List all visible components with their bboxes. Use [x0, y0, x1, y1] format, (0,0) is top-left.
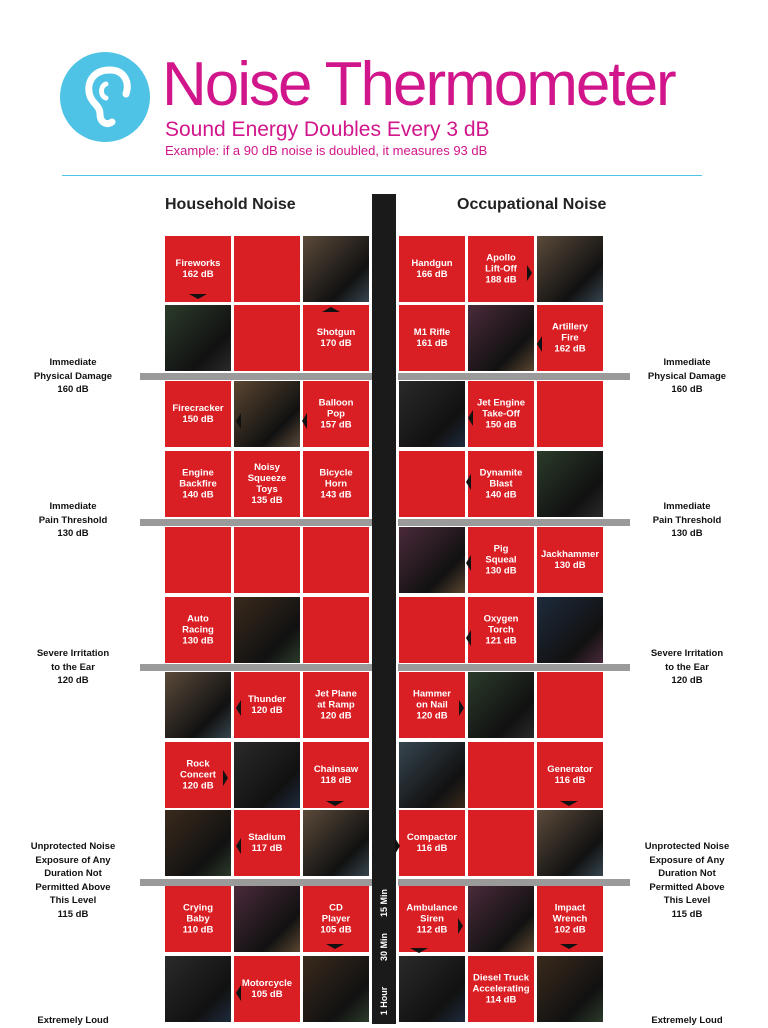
threshold-label: Unprotected Noise Exposure of Any Duration Not Permitted Above This Level 115 dB — [30, 841, 116, 920]
occupational-noise-cell — [537, 527, 603, 593]
pointer-arrow-icon — [236, 838, 241, 854]
noise-label: Bicycle Horn 143 dB — [319, 467, 353, 501]
page-title: Noise Thermometer — [162, 50, 675, 119]
noise-label: Stadium 117 dB — [248, 832, 286, 854]
threshold-line — [398, 664, 630, 671]
household-noise-cell — [165, 597, 231, 663]
ear-logo-icon — [60, 52, 150, 142]
truck-icon — [468, 886, 534, 952]
household-noise-cell — [303, 742, 369, 808]
threshold-line — [398, 879, 630, 886]
pointer-arrow-icon — [537, 336, 542, 352]
pointer-arrow-icon — [560, 944, 578, 949]
threshold-label: Severe Irritation to the Ear 120 dB — [36, 648, 110, 686]
pointer-arrow-icon — [458, 918, 463, 934]
light-streak-icon — [468, 672, 534, 738]
noise-label: Firecracker 150 dB — [172, 403, 224, 425]
noise-label: Ambulance Siren 112 dB — [406, 902, 458, 936]
household-noise-cell — [234, 305, 300, 371]
pointer-arrow-icon — [466, 555, 471, 571]
noise-label: Jackhammer 130 dB — [540, 549, 600, 571]
threshold-label: Immediate Physical Damage 160 dB — [33, 357, 113, 395]
household-noise-cell — [303, 527, 369, 593]
pointer-arrow-icon — [236, 700, 241, 716]
threshold-label: Immediate Physical Damage 160 dB — [647, 357, 727, 395]
noise-label: Thunder 120 dB — [248, 694, 286, 716]
fireworks-icon — [165, 305, 231, 371]
occupational-noise-cell — [468, 956, 534, 1022]
race-track-icon — [234, 597, 300, 663]
threshold-label: Unprotected Noise Exposure of Any Duration Not Permitted Above This Level 115 dB — [644, 841, 730, 920]
occupational-noise-cell — [399, 451, 465, 517]
stadium-crowd-icon — [165, 810, 231, 876]
pointer-arrow-icon — [302, 413, 307, 429]
noise-label: Jet Plane at Ramp 120 dB — [315, 688, 357, 722]
motorcycle-icon — [165, 956, 231, 1022]
threshold-label: Immediate Pain Threshold 130 dB — [38, 501, 108, 539]
concert-icon — [234, 742, 300, 808]
duration-label: 1 Hour — [379, 986, 389, 1016]
shotgun-shooter-icon — [303, 236, 369, 302]
duration-label: 30 Min — [379, 933, 389, 962]
household-noise-cell — [234, 236, 300, 302]
pointer-arrow-icon — [468, 410, 473, 426]
household-noise-cell — [303, 597, 369, 663]
header-divider — [62, 175, 702, 176]
occupational-noise-cell — [399, 305, 465, 371]
household-noise-cell — [303, 672, 369, 738]
occupational-noise-cell — [468, 597, 534, 663]
threshold-label: Extremely Loud — [651, 1015, 723, 1026]
welder-icon — [537, 597, 603, 663]
pointer-arrow-icon — [459, 700, 464, 716]
household-noise-cell — [234, 451, 300, 517]
pointer-arrow-icon — [326, 801, 344, 806]
pointer-arrow-icon — [326, 944, 344, 949]
pointer-arrow-icon — [395, 838, 400, 854]
noise-label: Dynamite Blast 140 dB — [479, 467, 523, 501]
threshold-line — [140, 373, 372, 380]
noise-label: Apollo Lift-Off 188 dB — [485, 252, 517, 286]
noise-label: CD Player 105 dB — [320, 902, 352, 936]
pointer-arrow-icon — [236, 985, 241, 1001]
occupational-noise-cell — [537, 742, 603, 808]
threshold-line — [140, 664, 372, 671]
noise-label: Pig Squeal 130 dB — [485, 543, 517, 577]
noise-label: Compactor 116 dB — [406, 832, 458, 854]
duration-label: 15 Min — [379, 889, 389, 918]
household-noise-cell — [303, 381, 369, 447]
noise-label: Hammer on Nail 120 dB — [412, 688, 452, 722]
compactor-machine-icon — [399, 742, 465, 808]
pointer-arrow-icon — [527, 265, 532, 281]
baby-mouth-icon — [234, 886, 300, 952]
lightning-icon — [165, 672, 231, 738]
pointer-arrow-icon — [223, 770, 228, 786]
jet-plane-icon — [399, 381, 465, 447]
example-text: Example: if a 90 dB noise is doubled, it measures 93 dB — [165, 143, 488, 158]
pointer-arrow-icon — [410, 948, 428, 953]
dynamite-icon — [537, 451, 603, 517]
occupational-noise-cell — [468, 381, 534, 447]
pointer-arrow-icon — [236, 413, 241, 429]
threshold-line — [140, 519, 372, 526]
noise-label: M1 Rifle 161 dB — [413, 327, 451, 349]
headphones-icon — [303, 956, 369, 1022]
occupational-noise-cell — [399, 597, 465, 663]
household-noise-cell — [165, 236, 231, 302]
household-noise-cell — [165, 742, 231, 808]
occupational-noise-cell — [537, 305, 603, 371]
household-noise-cell — [303, 886, 369, 952]
household-noise-cell — [165, 527, 231, 593]
pointer-arrow-icon — [322, 307, 340, 312]
noise-label: Diesel Truck Accelerating 114 dB — [472, 972, 530, 1006]
occupational-noise-cell — [537, 381, 603, 447]
noise-label: Jet Engine Take-Off 150 dB — [476, 397, 526, 431]
household-noise-cell — [234, 810, 300, 876]
noise-label: Engine Backfire 140 dB — [179, 467, 217, 501]
occupational-noise-cell — [399, 810, 465, 876]
noise-label: Artillery Fire 162 dB — [552, 321, 588, 355]
threshold-line — [398, 519, 630, 526]
noise-label: Chainsaw 118 dB — [313, 764, 359, 786]
soldiers-icon — [468, 305, 534, 371]
noise-label: Impact Wrench 102 dB — [552, 902, 588, 936]
threshold-line — [398, 373, 630, 380]
pointer-arrow-icon — [560, 801, 578, 806]
rocket-icon — [537, 236, 603, 302]
threshold-label: Immediate Pain Threshold 130 dB — [652, 501, 722, 539]
threshold-label: Severe Irritation to the Ear 120 dB — [650, 648, 724, 686]
occupational-noise-cell — [399, 672, 465, 738]
occupational-noise-cell — [468, 236, 534, 302]
noise-label: Auto Racing 130 dB — [182, 613, 214, 647]
occupational-noise-cell — [468, 527, 534, 593]
noise-label: Noisy Squeeze Toys 135 dB — [247, 462, 287, 506]
noise-label: Rock Concert 120 dB — [180, 758, 216, 792]
balloons-icon — [234, 381, 300, 447]
occupational-noise-cell — [537, 672, 603, 738]
threshold-line — [140, 879, 372, 886]
household-heading: Household Noise — [165, 196, 296, 213]
occupational-noise-cell — [399, 886, 465, 952]
noise-label: Handgun 166 dB — [411, 258, 453, 280]
occupational-noise-cell — [468, 742, 534, 808]
pointer-arrow-icon — [189, 294, 207, 299]
threshold-label: Extremely Loud — [37, 1015, 109, 1026]
household-noise-cell — [165, 451, 231, 517]
noise-label: Generator 116 dB — [547, 764, 593, 786]
gear-wrench-icon — [537, 956, 603, 1022]
chainsaw-icon — [303, 810, 369, 876]
pointer-arrow-icon — [466, 474, 471, 490]
noise-label: Balloon Pop 157 dB — [318, 397, 354, 431]
household-noise-cell — [234, 672, 300, 738]
noise-label: Shotgun 170 dB — [316, 327, 356, 349]
page-subtitle: Sound Energy Doubles Every 3 dB — [165, 118, 490, 141]
noise-label: Oxygen Torch 121 dB — [483, 613, 519, 647]
household-noise-cell — [234, 956, 300, 1022]
pointer-arrow-icon — [466, 630, 471, 646]
noise-label: Motorcycle 105 dB — [241, 978, 293, 1000]
occupational-noise-cell — [537, 886, 603, 952]
ambulance-icon — [399, 956, 465, 1022]
household-noise-cell — [165, 381, 231, 447]
factory-icon — [537, 810, 603, 876]
pig-icon — [399, 527, 465, 593]
household-noise-cell — [303, 451, 369, 517]
household-noise-cell — [165, 886, 231, 952]
household-noise-cell — [234, 527, 300, 593]
noise-label: Fireworks 162 dB — [175, 258, 221, 280]
occupational-noise-cell — [399, 236, 465, 302]
household-noise-cell — [303, 305, 369, 371]
noise-label: Crying Baby 110 dB — [182, 902, 214, 936]
occupational-heading: Occupational Noise — [457, 196, 607, 213]
occupational-noise-cell — [468, 451, 534, 517]
occupational-noise-cell — [468, 810, 534, 876]
